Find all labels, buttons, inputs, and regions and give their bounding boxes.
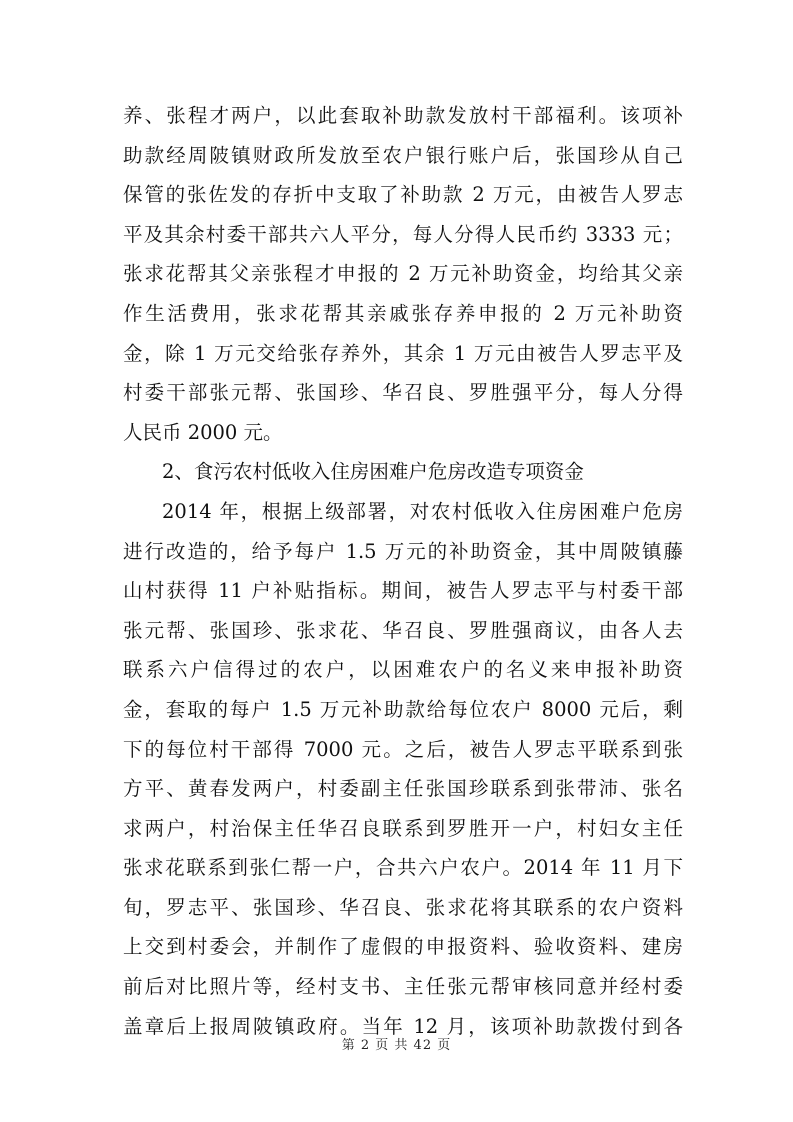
paragraph-start-line: 2014 年，根据上级部署，对农村低收入住房困难户危房: [162, 499, 683, 523]
text-line: 村委干部张元帮、张国珍、华召良、罗胜强平分，每人分得: [123, 381, 683, 405]
text-line: 保管的张佐发的存折中支取了补助款 2 万元，由被告人罗志: [123, 183, 683, 207]
text-line: 旬，罗志平、张国珍、华召良、张求花将其联系的农户资料: [123, 895, 683, 919]
text-line: 求两户，村治保主任华召良联系到罗胜开一户，村妇女主任: [123, 816, 683, 840]
text-line: 人民币 2000 元。: [123, 420, 283, 444]
text-line: 作生活费用，张求花帮其亲戚张存养申报的 2 万元补助资: [123, 301, 683, 325]
section-heading: 2、食污农村低收入住房困难户危房改造专项资金: [162, 460, 584, 484]
text-line: 金，套取的每户 1.5 万元补助款给每位农户 8000 元后，剩: [123, 697, 683, 721]
text-line: 联系六户信得过的农户，以困难农户的名义来申报补助资: [123, 658, 683, 682]
text-line: 金，除 1 万元交给张存养外，其余 1 万元由被告人罗志平及: [123, 341, 683, 365]
text-line: 张元帮、张国珍、张求花、华召良、罗胜强商议，由各人去: [123, 618, 683, 642]
text-line: 张求花帮其父亲张程才申报的 2 万元补助资金，均给其父亲: [123, 262, 683, 286]
text-line: 盖章后上报周陂镇政府。当年 12 月，该项补助款拨付到各: [123, 1014, 683, 1038]
text-line: 张求花联系到张仁帮一户，合共六户农户。2014 年 11 月下: [123, 856, 683, 880]
text-line: 方平、黄春发两户，村委副主任张国珍联系到张带沛、张名: [123, 777, 683, 801]
text-line: 助款经周陂镇财政所发放至农户银行账户后，张国珍从自己: [123, 143, 683, 167]
body-text: [123, 96, 683, 1046]
text-line: 山村获得 11 户补贴指标。期间，被告人罗志平与村委干部: [123, 579, 683, 603]
text-line: 下的每位村干部得 7000 元。之后，被告人罗志平联系到张: [123, 737, 683, 761]
page-number-footer: 第 2 页 共 42 页: [341, 1038, 452, 1053]
text-line: 养、张程才两户，以此套取补助款发放村干部福利。该项补: [123, 104, 683, 127]
text-line: 平及其余村委干部共六人平分，每人分得人民币约 3333 元；: [123, 222, 683, 246]
text-line: 上交到村委会，并制作了虚假的申报资料、验收资料、建房: [123, 935, 683, 959]
text-line: 进行改造的，给予每户 1.5 万元的补助资金，其中周陂镇藤: [123, 539, 683, 563]
text-line: 前后对比照片等，经村支书、主任张元帮审核同意并经村委: [123, 975, 683, 999]
